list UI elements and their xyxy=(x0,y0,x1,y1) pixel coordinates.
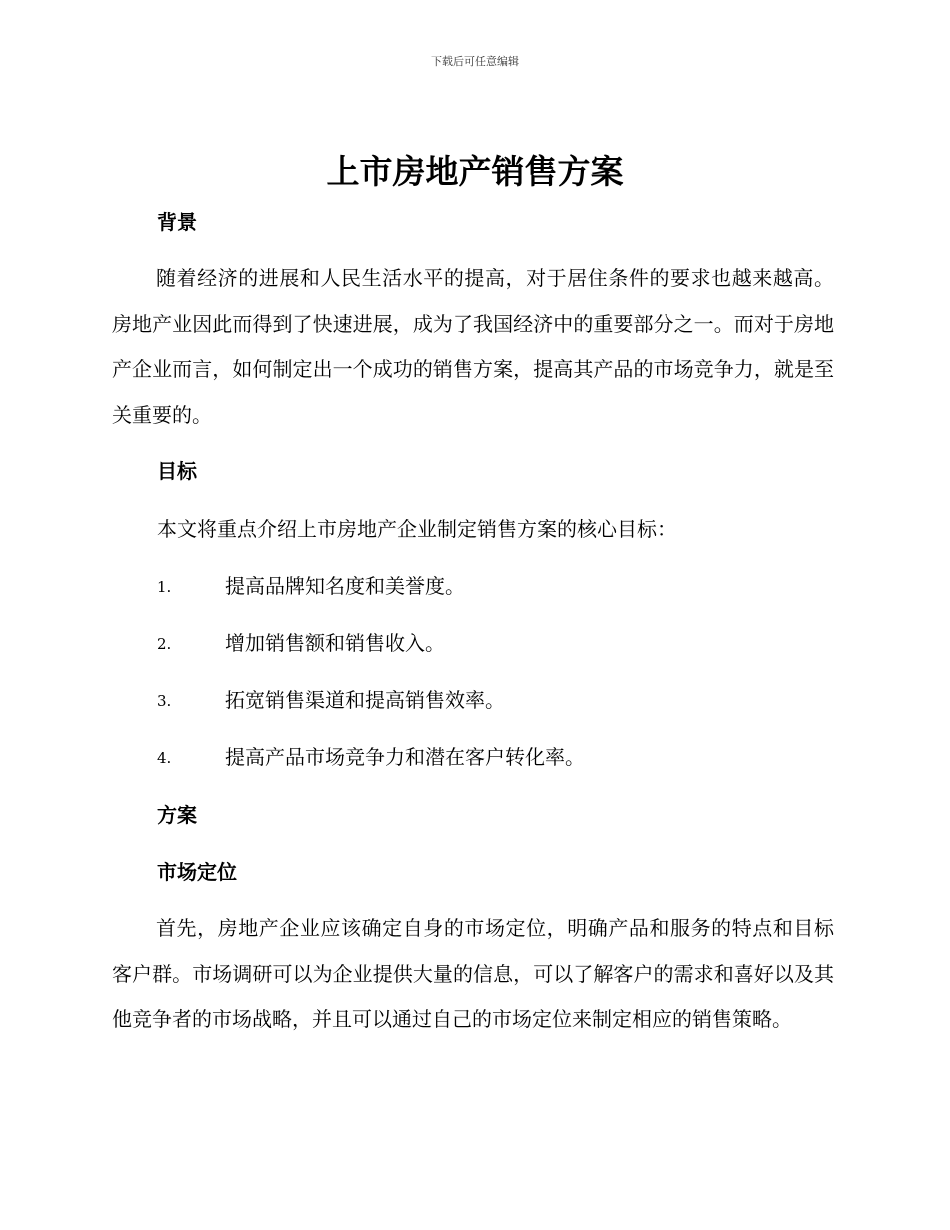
page-header-note: 下载后可任意编辑 xyxy=(431,55,519,68)
list-item-text: 增加销售额和销售收入。 xyxy=(225,631,445,655)
list-item-number: 4. xyxy=(157,749,172,767)
document-title: 上市房地产销售方案 xyxy=(326,152,624,191)
positioning-paragraph: 首先，房地产企业应该确定自身的市场定位，明确产品和服务的特点和目标客户群。市场调研可以为企业提供大量的信息，可以了解客户的需求和喜好以及其他竞争者的市场战略，并且可以通过自己的市场定位来制定相应的销售策略。 xyxy=(112,916,834,1031)
section-heading-goals: 目标 xyxy=(157,459,197,483)
list-item-number: 3. xyxy=(157,692,172,710)
section-heading-plan: 方案 xyxy=(157,803,197,827)
list-item-text: 提高品牌知名度和美誉度。 xyxy=(225,574,465,598)
goals-intro: 本文将重点介绍上市房地产企业制定销售方案的核心目标： xyxy=(157,517,677,541)
subsection-heading-positioning: 市场定位 xyxy=(157,860,237,884)
background-paragraph: 随着经济的进展和人民生活水平的提高，对于居住条件的要求也越来越高。房地产业因此而得到了快速进展，成为了我国经济中的重要部分之一。而对于房地产企业而言，如何制定出一个成功的销售方案，提高其产品的市场竞争力，就是至关重要的。 xyxy=(112,266,834,427)
section-heading-background: 背景 xyxy=(157,210,197,234)
list-item-number: 2. xyxy=(157,635,172,653)
list-item-text: 提高产品市场竞争力和潜在客户转化率。 xyxy=(225,745,585,769)
list-item-text: 拓宽销售渠道和提高销售效率。 xyxy=(225,688,505,712)
list-item-number: 1. xyxy=(157,578,172,596)
